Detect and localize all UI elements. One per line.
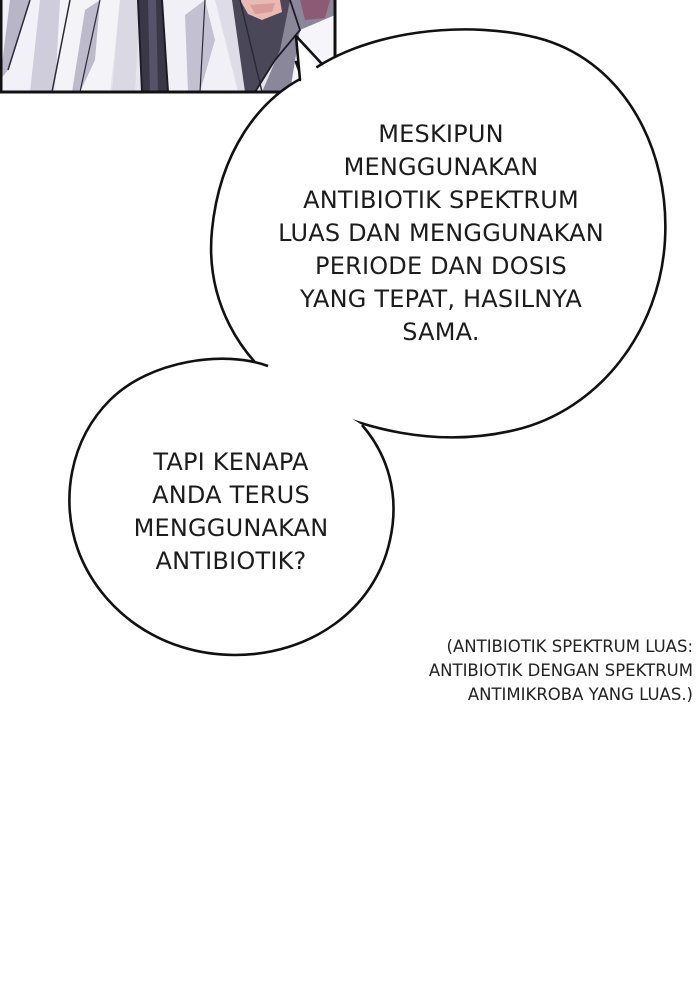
- footnote-line: (ANTIBIOTIK SPEKTRUM LUAS:: [446, 637, 693, 656]
- bubble-2-line: TAPI KENAPA: [153, 448, 309, 476]
- bubble-1-line: MESKIPUN: [378, 120, 504, 148]
- bubble-2-line: ANTIBIOTIK?: [155, 547, 307, 575]
- footnote-line: ANTIMIKROBA YANG LUAS.): [467, 685, 693, 704]
- speech-bubble-1-text: [246, 118, 636, 349]
- bubble-1-line: ANTIBIOTIK SPEKTRUM: [303, 186, 579, 214]
- bubble-2-line: MENGGUNAKAN: [133, 514, 329, 542]
- bubble-1-line: YANG TEPAT, HASILNYA: [300, 285, 582, 313]
- bubble-1-line: SAMA.: [402, 318, 480, 346]
- translator-footnote: [380, 635, 693, 707]
- bubble-1-line: LUAS DAN MENGGUNAKAN: [278, 219, 604, 247]
- bubble-1-line: PERIODE DAN DOSIS: [315, 252, 567, 280]
- bubble-2-line: ANDA TERUS: [152, 481, 310, 509]
- speech-bubble-2-text: [96, 446, 366, 578]
- comic-panel-top: [0, 0, 335, 92]
- footnote-line: ANTIBIOTIK DENGAN SPEKTRUM: [428, 661, 693, 680]
- character-artwork: [0, 0, 335, 92]
- bubble-1-line: MENGGUNAKAN: [343, 153, 539, 181]
